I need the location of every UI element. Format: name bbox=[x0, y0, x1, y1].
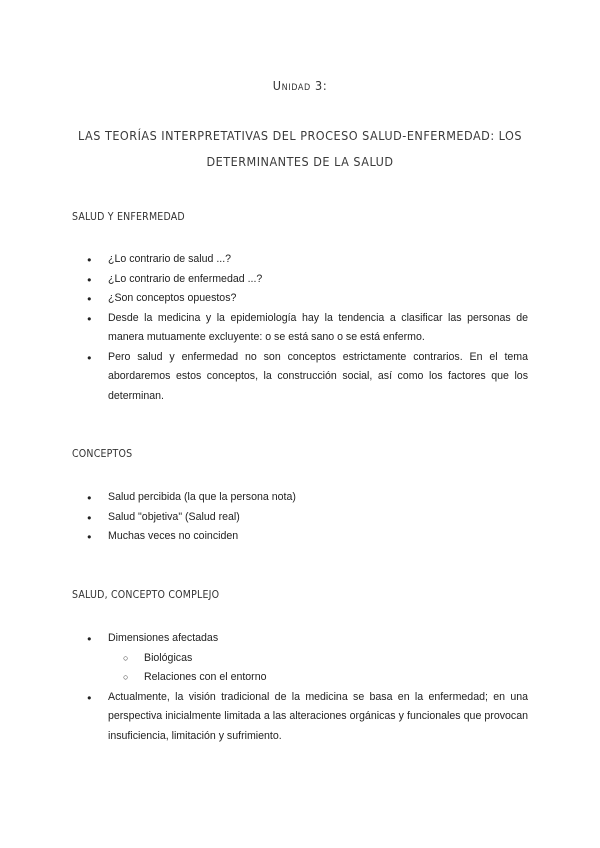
list-item: ● ¿Son conceptos opuestos? bbox=[72, 289, 528, 309]
list-item: ● Desde la medicina y la epidemiología hay la tendencia a clasificar las personas de manera mutuamente excluyente: o se está sano o se está enfermo. bbox=[72, 309, 528, 348]
section-heading-conceptos: CONCEPTOS bbox=[72, 448, 133, 460]
list-item: ● Muchas veces no coinciden bbox=[72, 527, 528, 547]
list-item-text: Dimensiones afectadas bbox=[108, 632, 219, 644]
list-item: ● Pero salud y enfermedad no son conceptos estrictamente contrarios. En el tema abordaremos estos conceptos, la construcción social, así como los factores que los determinan. bbox=[72, 348, 528, 407]
list-item: ● ¿Lo contrario de enfermedad ...? bbox=[72, 270, 528, 290]
list-item: ● ¿Lo contrario de salud ...? bbox=[72, 250, 528, 270]
list-item: ● Salud percibida (la que la persona nota) bbox=[72, 488, 528, 508]
bullet-list-conceptos bbox=[72, 488, 528, 547]
sub-bullet-list bbox=[108, 649, 528, 688]
bullet-list-salud-y-enfermedad bbox=[72, 250, 528, 406]
section-heading-salud-concepto-complejo: SALUD, CONCEPTO COMPLEJO bbox=[72, 589, 220, 601]
list-item: ● Salud "objetiva" (Salud real) bbox=[72, 508, 528, 528]
unit-label: Unidad 3: bbox=[272, 78, 328, 93]
sub-list-item: ○ Biológicas bbox=[108, 649, 528, 669]
sub-list-item: ○ Relaciones con el entorno bbox=[108, 668, 528, 688]
page-title: LAS TEORÍAS INTERPRETATIVAS DEL PROCESO SALUD-ENFERMEDAD: LOS DETERMINANTES DE LA SALUD bbox=[78, 128, 522, 169]
list-item bbox=[72, 629, 528, 688]
bullet-list-salud-concepto-complejo bbox=[72, 629, 528, 746]
list-item: ● Actualmente, la visión tradicional de la medicina se basa en la enfermedad; en una perspectiva inicialmente limitada a las alteraciones orgánicas y funcionales que provocan insuficiencia, limitación y sufrimiento. bbox=[72, 688, 528, 747]
section-heading-salud-y-enfermedad: SALUD Y ENFERMEDAD bbox=[72, 211, 185, 223]
